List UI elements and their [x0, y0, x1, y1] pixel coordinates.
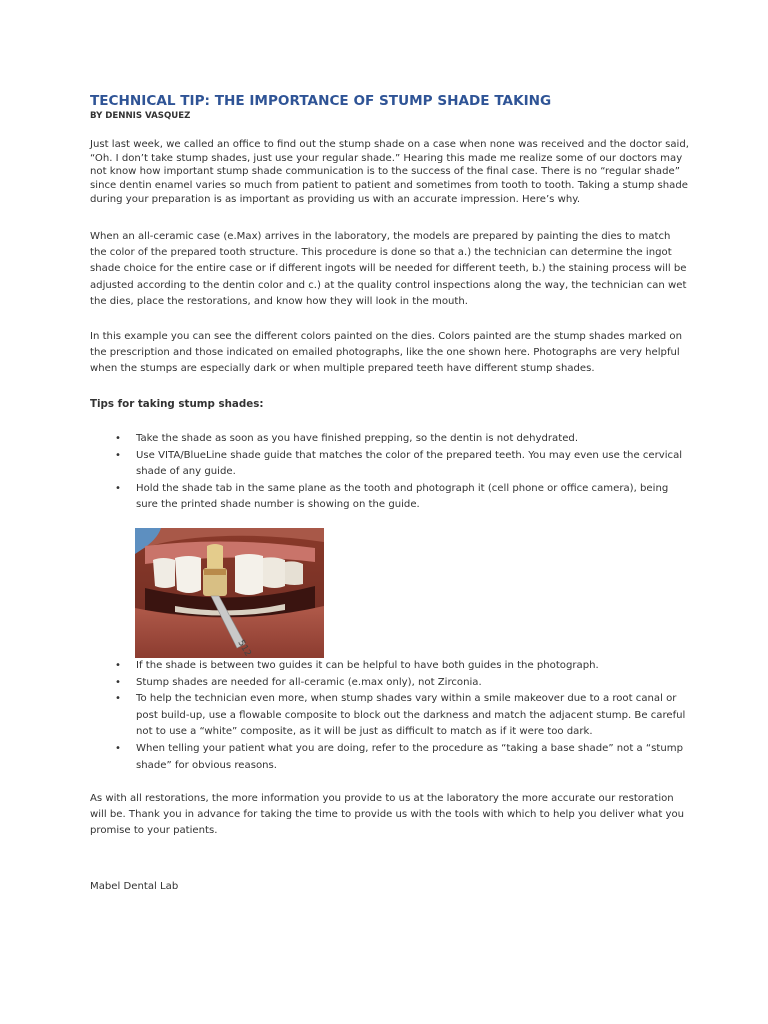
list-item [90, 675, 690, 692]
tip-text: If the shade is between two guides it can be helpful to have both guides in the photograph. [136, 660, 599, 671]
tips-list-2 [90, 658, 690, 774]
bullet-icon: • [115, 676, 121, 688]
author-byline: BY DENNIS VASQUEZ [90, 111, 191, 121]
shade-tab-label: 512 [235, 638, 253, 658]
example-paragraph: In this example you can see the different colors painted on the dies. Colors painted are the stump shades marked on the prescription and those indicated on emailed photographs, like the one shown here. Photographs are very helpful when the stumps are especially dark or when multiple prepared teeth have different stump shades. [90, 331, 682, 375]
tip-text: Take the shade as soon as you have finished prepping, so the dentin is not dehydrated. [136, 433, 579, 444]
bullet-icon: • [115, 482, 121, 494]
tip-text: Stump shades are needed for all-ceramic (e.max only), not Zirconia. [136, 676, 482, 688]
tips-list-1 [90, 431, 690, 514]
list-item [90, 741, 690, 774]
tip-text: When telling your patient what you are doing, refer to the procedure as “taking a base shade” not a “stump shade” for obvious reasons. [136, 742, 683, 771]
tip-text: Use VITA/BlueLine shade guide that matches the color of the prepared teeth. You may even use the cervical shade of any guide. [136, 449, 683, 478]
intro-paragraph: Just last week, we called an office to find out the stump shade on a case when none was received and the doctor said, “Oh. I don’t take stump shades, just use your regular shade.” Hearing this made me realize some of our doctors may not know how important stump shade communication is to the success of the final case. There is no “regular shade” since dentin enamel varies so much from patient to patient and sometimes from tooth to tooth. Taking a stump shade during your preparation is as important as providing us with an accurate impression. Here’s why. [90, 139, 689, 205]
bullet-icon: • [115, 693, 121, 705]
list-item [90, 658, 690, 675]
page-title: TECHNICAL TIP: THE IMPORTANCE OF STUMP SHADE TAKING [90, 93, 552, 109]
shade-tab-photo [135, 528, 324, 658]
list-item [90, 448, 690, 481]
tips-heading: Tips for taking stump shades: [90, 398, 264, 410]
bullet-icon: • [115, 660, 121, 671]
tip-text: To help the technician even more, when stump shades vary within a smile makeover due to a root canal or post build-up, use a flowable composite to block out the darkness and match the adjacent stump. Be careful not to use a “white” composite, as it will be just as difficult to match as if it were too dark. [136, 693, 686, 738]
bullet-icon: • [115, 742, 121, 754]
bullet-icon: • [115, 449, 121, 461]
process-paragraph: When an all-ceramic case (e.Max) arrives in the laboratory, the models are prepared by painting the dies to match the color of the prepared tooth structure. This procedure is done so that a.) the technician can determine the ingot shade choice for the entire case or if different ingots will be needed for different teeth, b.) the staining process will be adjusted according to the dentin color and c.) at the quality control inspections along the way, the technician can wet the dies, place the restorations, and know how they will look in the mouth. [90, 231, 687, 307]
closing-paragraph: As with all restorations, the more information you provide to us at the laboratory the more accurate our restoration will be. Thank you in advance for taking the time to provide us with the tools with which to help you deliver what you promise to your patients. [90, 793, 685, 837]
bullet-icon: • [115, 433, 121, 444]
list-item [90, 481, 690, 514]
footer-signature: Mabel Dental Lab [90, 881, 179, 892]
list-item [90, 431, 690, 448]
list-item [90, 691, 690, 741]
tip-text: Hold the shade tab in the same plane as the tooth and photograph it (cell phone or office camera), being sure the printed shade number is showing on the guide. [136, 482, 669, 511]
